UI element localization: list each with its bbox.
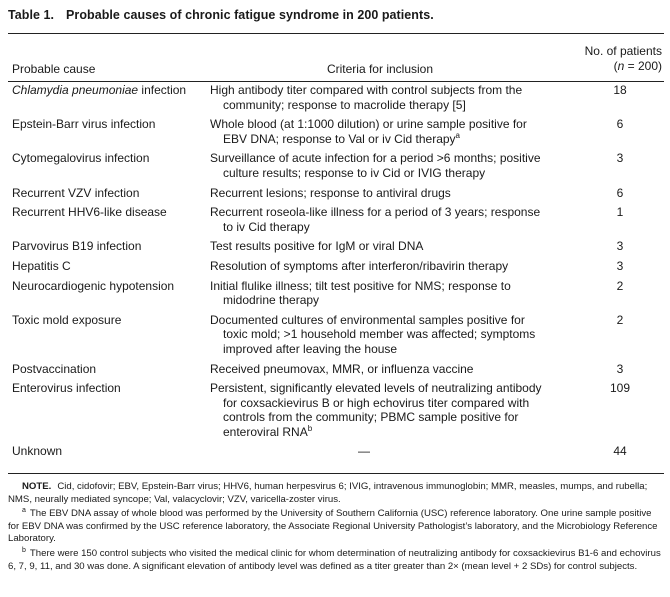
table-caption [8,8,434,22]
cell-patient-count: 1 [616,205,624,220]
criteria-line: High antibody titer compared with control subjects from the [210,83,523,97]
table-row [8,186,664,201]
criteria-line: Surveillance of acute infection for a period >6 months; positive [210,151,541,166]
cell-probable-cause [8,362,208,377]
cell-probable-cause [8,279,208,308]
footnote-a-mark: a [22,507,26,514]
criteria-line: for coxsackievirus B or high echovirus titer compared with [223,395,530,410]
note-paragraph [8,481,664,506]
header-rule [8,81,664,82]
criteria-line: controls from the community; PBMC sample positive for [223,410,519,425]
cell-criteria [208,83,548,112]
header-criteria: Criteria for inclusion [326,62,434,76]
criteria-line: midodrine therapy [223,293,320,308]
table-row [8,117,664,146]
cell-probable-cause [8,259,208,274]
criteria-line: Whole blood (at 1:1000 dilution) or urine sample positive for [210,117,527,132]
table-row [8,444,664,459]
cell-patient-count: 3 [616,151,624,166]
footnote-b [8,548,664,573]
cause-text: Postvaccination [12,361,97,376]
header-patient-count [552,44,662,74]
cell-criteria [208,186,548,201]
table-row [8,381,664,439]
criteria-line: Resolution of symptoms after interferon/ribavirin therapy [210,258,509,273]
cause-text: Cytomegalovirus infection [12,151,150,166]
cause-italic: Chlamydia pneumoniae [12,83,139,97]
cell-probable-cause [8,205,208,234]
table-notes [8,481,664,575]
table-row [8,83,664,112]
footnote-marker: a [455,130,460,140]
cell-patient-count: 3 [616,361,624,376]
criteria-line: toxic mold; >1 household member was affected; symptoms [223,327,536,342]
table-body [8,83,664,464]
cell-criteria [208,239,548,254]
table-row [8,151,664,180]
header-probable-cause: Probable cause [12,62,96,76]
cell-patient-count: 109 [609,381,631,396]
cell-patient-count: 2 [616,312,624,327]
criteria-line: EBV DNA; response to Val or iv Cid therapy$^a$ [223,130,460,146]
criteria-line: enteroviral RNA$^b$ [223,423,313,439]
footnote-a [8,508,664,546]
footnote-b-text: There were 150 control subjects who visited the medical clinic for whom determination of neutralizing antibody for coxsackievirus B1-6 and echovirus 6, 7, 9, 11, and 30 was done. A significant elevation of antibody level was defined as a titer greater than 2× (mean level + 2 SDs) for control subjects. [8,547,661,572]
cell-patient-count: 3 [616,239,624,254]
cell-criteria [208,362,548,377]
cell-patient-count: 44 [613,444,627,459]
table-title: Probable causes of chronic fatigue syndrome in 200 patients. [66,8,434,22]
cell-criteria [208,381,548,439]
cell-criteria [208,151,548,180]
cell-patient-count: 3 [616,258,624,273]
cell-criteria [208,205,548,234]
cell-patient-count: 6 [616,117,624,132]
cell-patient-count: 18 [613,83,627,97]
cell-criteria [208,117,548,146]
cause-text: Hepatitis C [12,258,71,273]
criteria-line: Persistent, significantly elevated levels of neutralizing antibody [210,381,542,396]
note-label: NOTE. [22,481,52,492]
criteria-line: community; response to macrolide therapy [5] [223,97,466,112]
criteria-line: Recurrent lesions; response to antiviral drugs [210,185,451,200]
table-row [8,362,664,377]
cause-text: Recurrent HHV6-like disease [12,205,167,220]
cell-patient-count: 2 [616,278,624,293]
cell-probable-cause [8,313,208,357]
cause-text: infection [138,83,187,97]
cell-criteria [208,279,548,308]
table-row [8,313,664,357]
cell-patient-count: 6 [616,185,624,200]
table-row [8,205,664,234]
cell-criteria [208,313,548,357]
cause-text: Epstein-Barr virus infection [12,117,156,132]
footnote-b-mark: b [22,546,26,554]
cell-probable-cause [8,83,208,112]
top-rule [8,33,664,34]
criteria-line: improved after leaving the house [223,341,398,356]
cause-text: Enterovirus infection [12,381,121,396]
cause-text: Parvovirus B19 infection [12,239,142,254]
criteria-line: Initial flulike illness; tilt test positive for NMS; response to [210,278,511,293]
cause-text: Recurrent VZV infection [12,185,140,200]
criteria-line: Test results positive for IgM or viral DNA [210,239,424,254]
criteria-line: to iv Cid therapy [223,219,310,234]
criteria-line: Documented cultures of environmental samples positive for [210,312,525,327]
criteria-line: Received pneumovax, MMR, or influenza vaccine [210,361,474,376]
footnote-marker: b [307,423,313,433]
bottom-rule [8,473,664,474]
cell-probable-cause [8,186,208,201]
cell-probable-cause [8,151,208,180]
footnote-a-text: The EBV DNA assay of whole blood was performed by the University of Southern California (USC) reference laboratory. One urine sample positive for EBV DNA was confirmed by the USC reference laboratory, the Associate Regional University Pathologist’s laboratory, and the Microbiology Reference Laboratory. [8,508,658,545]
table-row [8,239,664,254]
cell-probable-cause [8,239,208,254]
cell-criteria [208,444,548,459]
cause-text: Neurocardiogenic hypotension [12,278,175,293]
criteria-line: culture results; response to iv Cid or IVIG therapy [223,165,486,180]
table-row [8,279,664,308]
cell-probable-cause [8,444,208,459]
table-number: Table 1. [8,8,55,22]
note-text: Cid, cidofovir; EBV, Epstein-Barr virus; HHV6, human herpesvirus 6; IVIG, intravenous immunoglobin; MMR, measles, mumps, and rubella; NMS, neurally mediated syncope; Val, valacyclovir; VZV, varicella-zoster virus. [8,481,648,505]
criteria-line: Recurrent roseola-like illness for a period of 3 years; response [210,205,541,220]
table-row [8,259,664,274]
cause-text: Unknown [12,444,63,459]
cause-text: Toxic mold exposure [12,312,122,327]
header-count-line2: (n = 200) [613,59,662,73]
criteria-line: — [358,444,370,459]
header-count-line1: No. of patients [584,44,662,58]
cell-criteria [208,259,548,274]
cell-probable-cause [8,381,208,439]
cell-probable-cause [8,117,208,146]
